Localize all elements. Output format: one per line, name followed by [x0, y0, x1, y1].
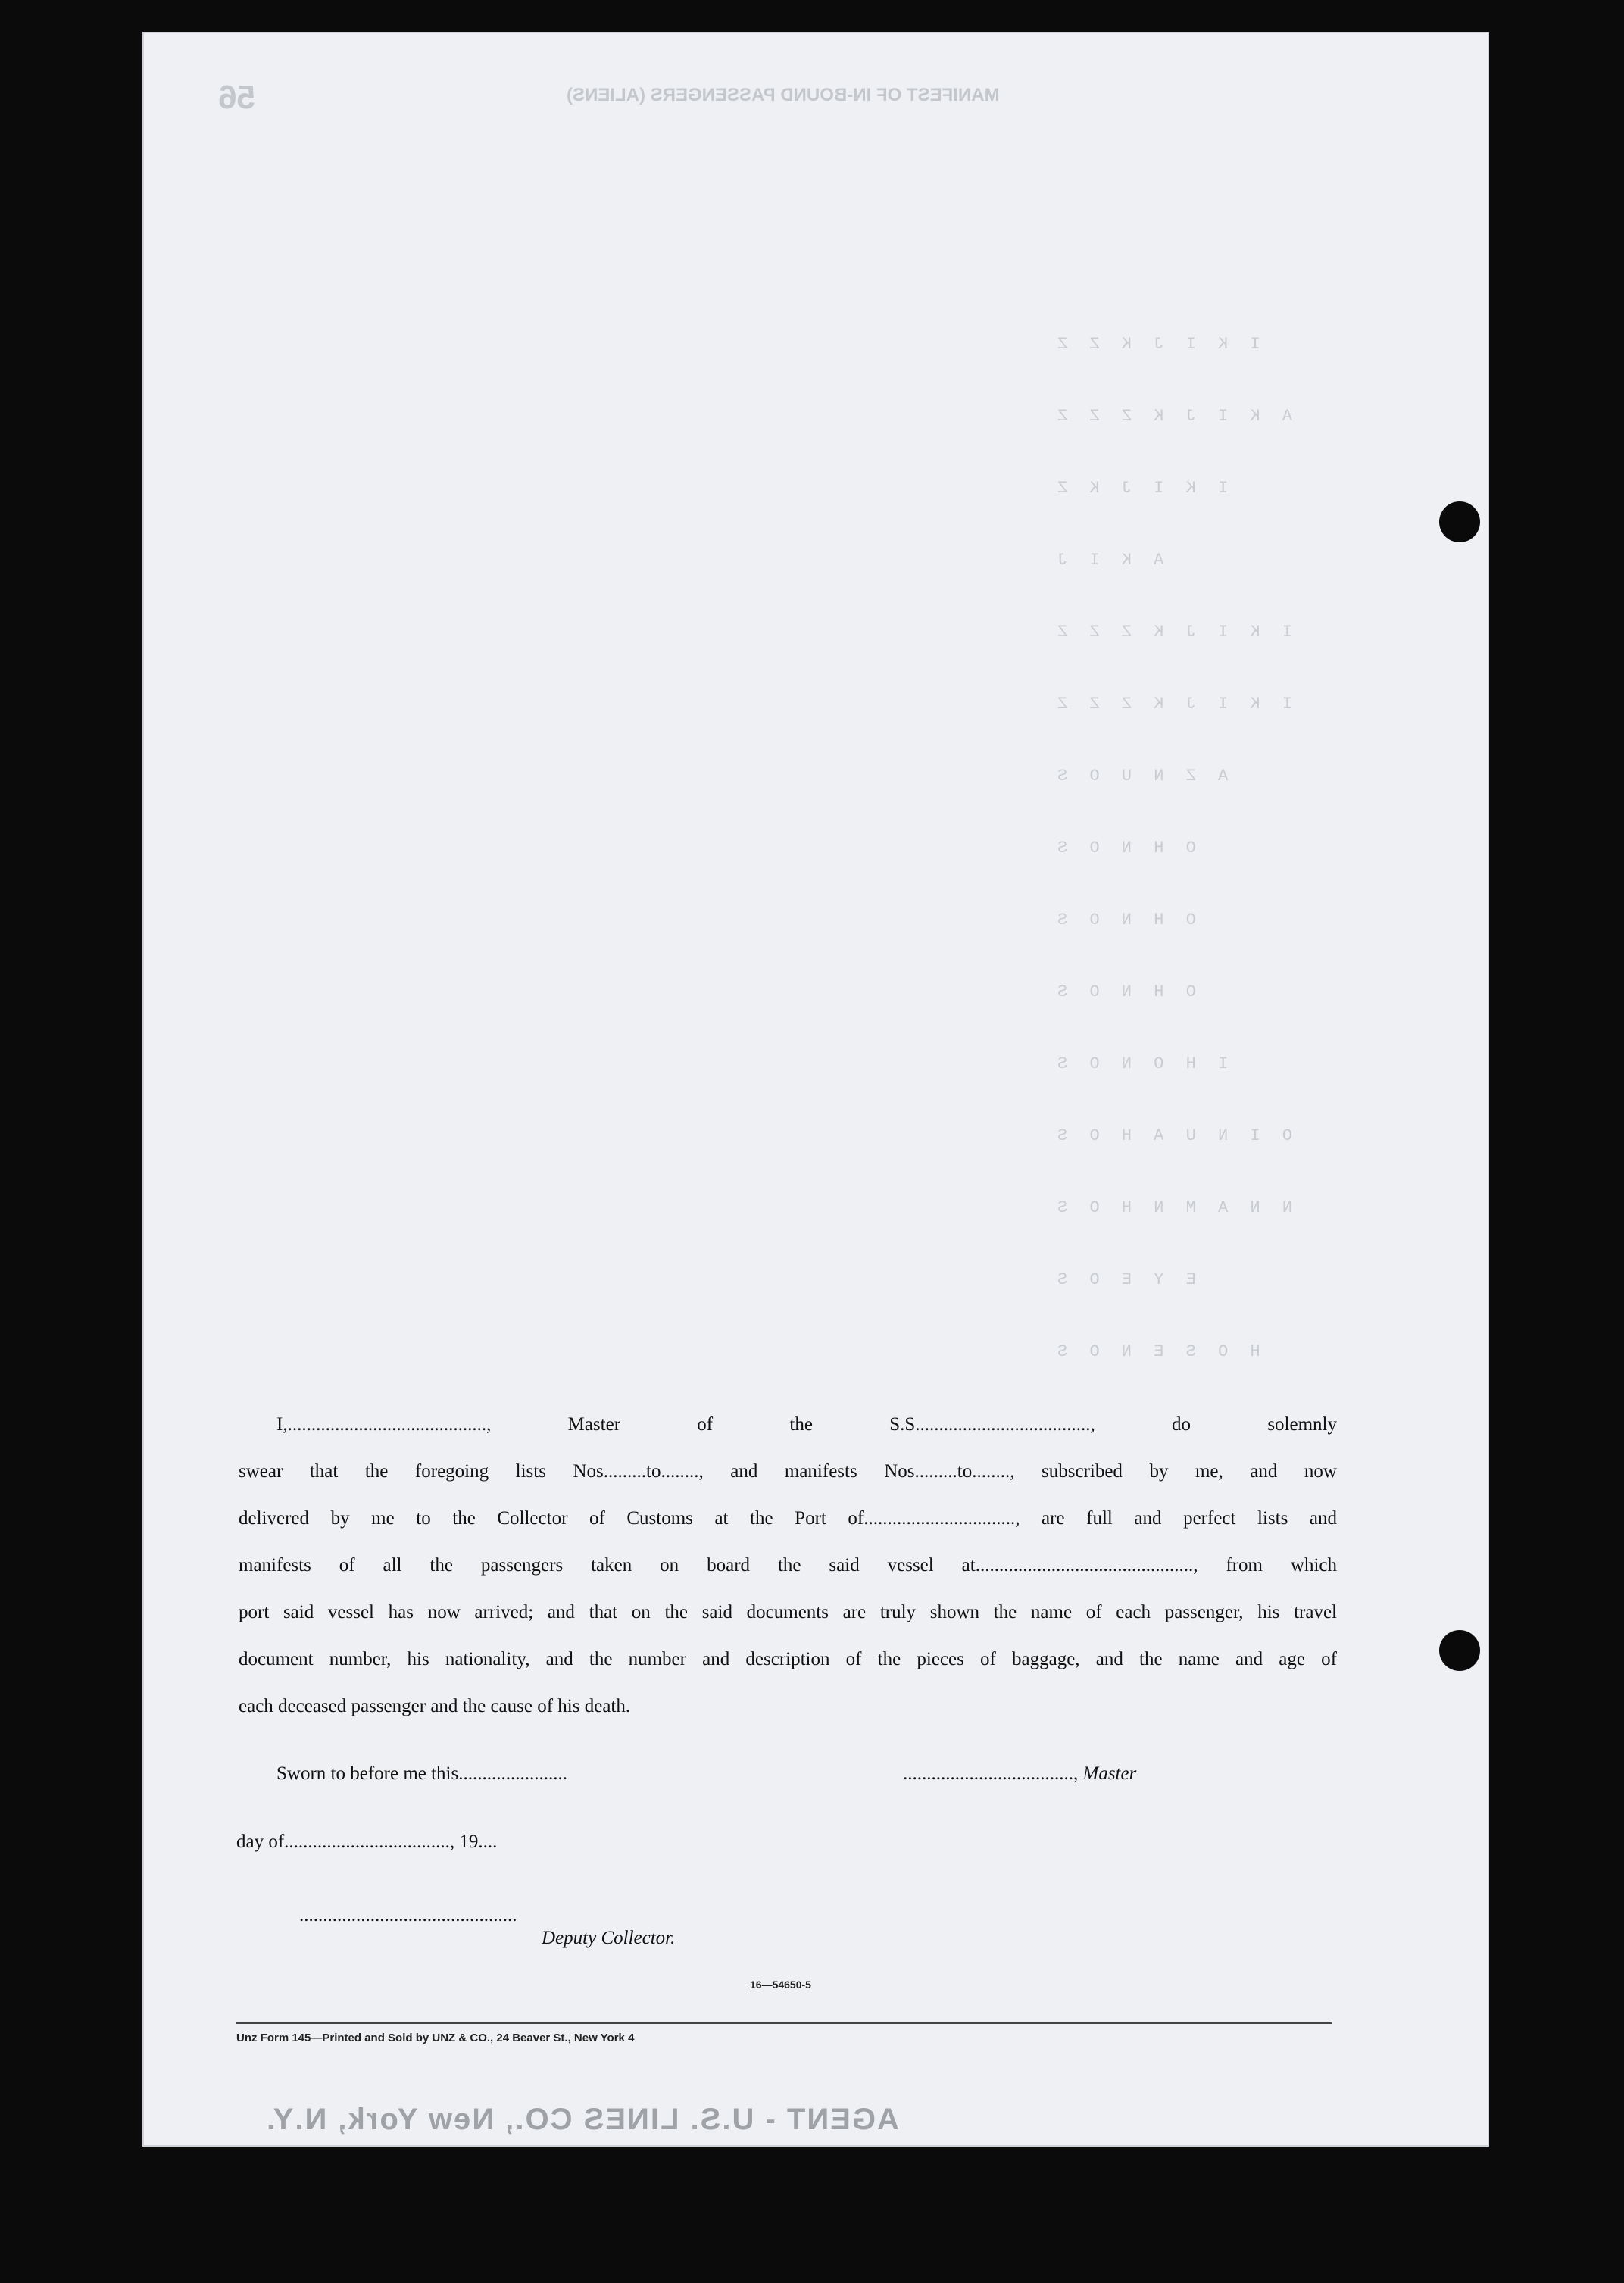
- bleed-through-page-number: 56: [218, 79, 255, 116]
- deputy-collector-label: Deputy Collector.: [542, 1928, 676, 1948]
- form-code: 16—54650-5: [750, 1978, 811, 1991]
- oath-line-4: manifests of all the passengers taken on board the said vessel at.............................................., from which: [239, 1555, 1337, 1576]
- printer-line: Unz Form 145—Printed and Sold by UNZ & CO., 24 Beaver St., New York 4: [236, 2032, 635, 2044]
- footer-rule: [236, 2022, 1332, 2024]
- bleed-through-header: MANIFEST OF IN-BOUND PASSENGERS (ALIENS): [567, 85, 1000, 105]
- sworn-before-line: Sworn to before me this.......................: [276, 1763, 567, 1784]
- oath-line-5: port said vessel has now arrived; and that on the said documents are truly shown the name of each passenger, his travel: [239, 1602, 1337, 1622]
- bleed-through-stamp: AGENT - U.S. LINES CO., New York, N.Y.: [265, 2103, 899, 2136]
- master-dots: ....................................,: [903, 1763, 1083, 1784]
- document-page: MANIFEST OF IN-BOUND PASSENGERS (ALIENS) 56 I K I J K Z Z A K I J K Z Z Z I K I J K Z A K I J I K I J K Z Z Z I K I J K Z Z Z A Z N U O S O H N O S O H N O S O H N O S I H O N O S O I N U A H O S N N A M N H O S E Y E O S H O S E N O S: [142, 32, 1489, 2147]
- deputy-dots: ..............................................: [299, 1905, 517, 1925]
- punch-hole-top: [1439, 501, 1480, 542]
- oath-line-3: delivered by me to the Collector of Customs at the Port of................................, are full and perfect lists and: [239, 1508, 1337, 1529]
- oath-line-1: I,.........................................., Master of the S.S....................................., do solemnly: [276, 1414, 1337, 1435]
- oath-line-2: swear that the foregoing lists Nos.........to........, and manifests Nos.........to........, subscribed by me, and now: [239, 1461, 1337, 1482]
- day-of-line: day of..................................., 19....: [236, 1832, 498, 1852]
- master-signature-line: [903, 1763, 1136, 1785]
- oath-line-6: document number, his nationality, and the number and description of the pieces of baggage, and the name and age of: [239, 1649, 1337, 1669]
- master-label: Master: [1082, 1763, 1137, 1784]
- oath-line-7: each deceased passenger and the cause of his death.: [239, 1696, 631, 1716]
- punch-hole-bottom: [1439, 1630, 1480, 1671]
- master-oath-paragraph: [239, 1401, 1337, 1730]
